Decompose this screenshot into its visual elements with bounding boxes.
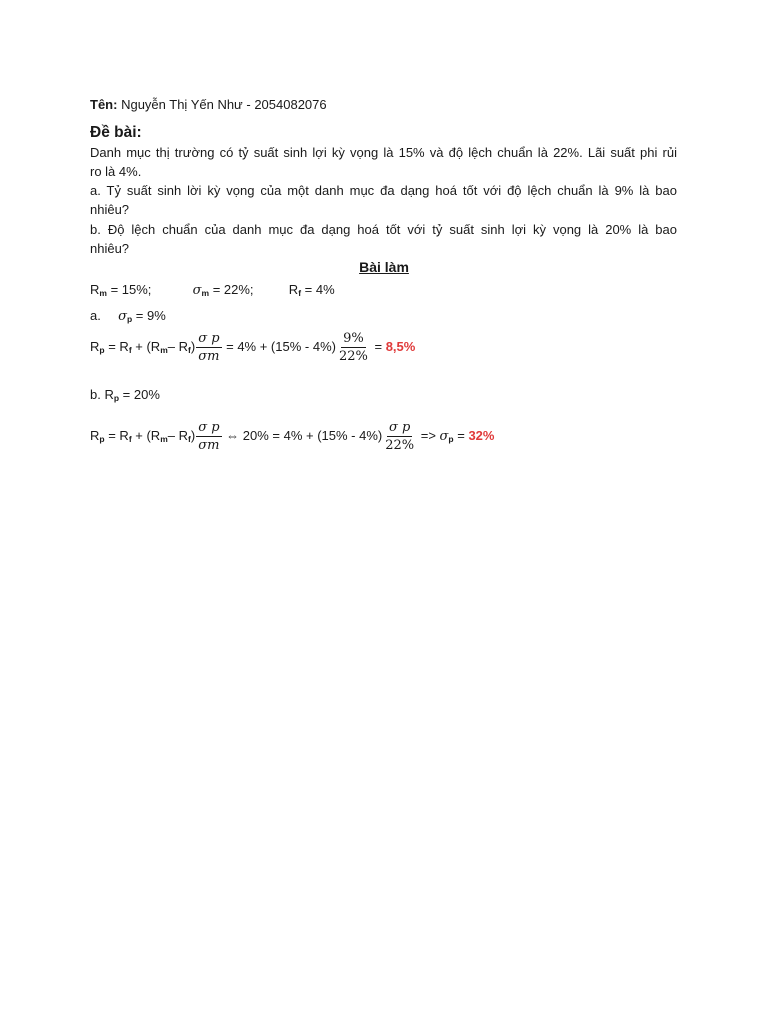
part-b-formula: $R_p = R_f + (R_m-$ $R_f$) $\frac{\text{σ p}}{\sigma m}$ ⇔ 20% = 4% + (15% - 4%) $\frac{\text{σ p}}{22\%}$ => $\sigma_p = 32\%$: [90, 420, 495, 453]
solution-title: Bài làm: [359, 259, 409, 275]
problem-statement-end: ro là 4%.: [90, 164, 142, 179]
part-a-label: a. $\sigma_p = 9\%$: [90, 308, 166, 324]
sigma-p-fraction: $\frac{\text{σ p}}{22\%}$: [385, 420, 415, 453]
student-name-line: [90, 95, 327, 114]
part-a-result: 8,5%: [385, 338, 416, 354]
part-a-formula: $R_p = R_f + (R_m-$ $R_f$) $\frac{\text{σ p}}{\sigma m}$ = 4% + (15% - 4%) $\frac{9\%}{22\%}$ = 8,5%: [90, 331, 416, 364]
sigma-ratio-fraction: $\frac{\text{σ p}}{\sigma m}$: [198, 420, 220, 453]
part-b-result: 32%: [468, 427, 495, 443]
problem-statement: Danh mục thị trường có tỷ suất sinh lợi kỳ vọng là 15% và độ lệch chuẩn là 22%. Lãi suất phi rủi: [90, 145, 677, 160]
question-b-line2: nhiêu?: [90, 241, 130, 256]
numeric-fraction: $\frac{9\%}{22\%}$: [338, 331, 368, 364]
name-value: Nguyễn Thị Yến Như - 2054082076: [121, 97, 327, 112]
question-a-line1: a. Tỷ suất sinh lời kỳ vọng của một danh mục đa dạng hoá tốt với độ lệch chuẩn là 9% là bao: [90, 183, 677, 198]
givens-line: [90, 280, 335, 303]
given-rf: $R_f = 4\%$: [288, 282, 335, 298]
sigma-ratio-fraction: $\frac{\text{σ p}}{\sigma m}$: [198, 331, 220, 364]
question-a-line2: nhiêu?: [90, 202, 130, 217]
question-b-line1: b. Độ lệch chuẩn của danh mục đa dạng hoá tốt với tỷ suất sinh lợi kỳ vọng là 20% là bao: [90, 222, 677, 237]
name-label: Tên:: [90, 97, 118, 112]
given-rm: $R_m = 15\%$;: [90, 282, 152, 298]
problem-title: Đề bài:: [90, 124, 142, 141]
given-sigma-m: $\sigma_m = 22\%$;: [192, 282, 254, 298]
part-b-label: b. $R_p = 20\%$: [90, 387, 160, 403]
